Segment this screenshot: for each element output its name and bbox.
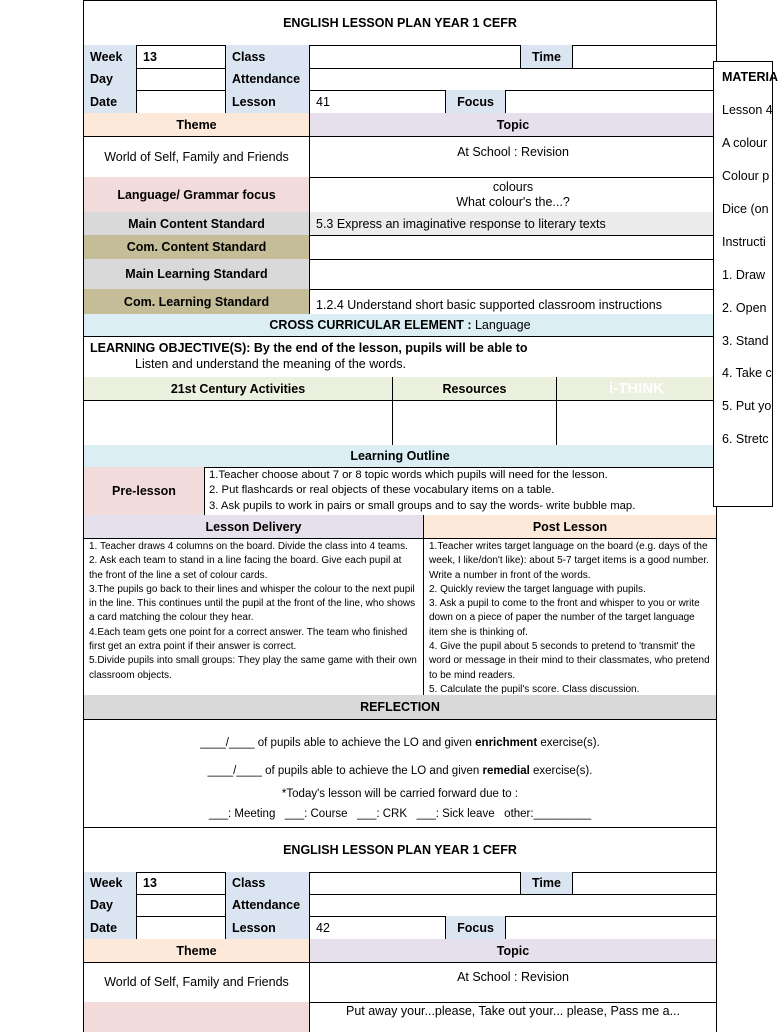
post-step: 3. Ask a pupil to come to the front and whisper to you or write down on a piece of paper the number of the target language item she is thinking of. (429, 598, 700, 638)
cross-value: Language (474, 318, 531, 332)
class-value[interactable] (310, 872, 521, 894)
lesson-label: Lesson (226, 90, 310, 113)
week-value[interactable]: 13 (137, 45, 226, 68)
plan1-row-com-content (83, 235, 717, 260)
cross-label: CROSS CURRICULAR ELEMENT : (269, 318, 475, 332)
side-line: 3. Stand (722, 334, 769, 348)
delivery-label: Lesson Delivery (84, 515, 424, 538)
theme-label: Theme (84, 939, 310, 962)
post-step: 2. Quickly review the target language with pupils. (429, 583, 646, 595)
main-learning-label: Main Learning Standard (84, 259, 310, 289)
plan2-row-date (83, 916, 717, 940)
attendance-label: Attendance (226, 68, 310, 90)
focus-value[interactable] (506, 916, 716, 939)
com-content-value (310, 235, 716, 259)
plan1-row-date (83, 90, 717, 114)
post-steps (424, 538, 716, 695)
com-learning-value: 1.2.4 Understand short basic supported classroom instructions (316, 298, 663, 312)
plan1-row-reflection (83, 719, 717, 828)
plan2-row-week (83, 872, 717, 895)
reflection-text: exercise(s). (537, 737, 600, 749)
side-line: Instructi (722, 235, 766, 249)
reflection-text: exercise(s). (529, 765, 593, 777)
side-line: 6. Stretc (722, 432, 769, 446)
plan2-row-day (83, 894, 717, 917)
main-content-value: 5.3 Express an imaginative response to literary texts (310, 212, 716, 235)
focus-value[interactable] (506, 90, 716, 113)
grammar-value (310, 177, 716, 212)
plan1-row-delivery (83, 538, 717, 696)
attendance-label: Attendance (226, 894, 310, 916)
lo-text: Listen and understand the meaning of the words. (135, 357, 407, 371)
plan1-row-main-content (83, 212, 717, 236)
reflection-carried-forward: *Today's lesson will be carried forward due to : (281, 788, 519, 800)
post-label: Post Lesson (424, 515, 716, 538)
side-line: 2. Open (722, 301, 767, 315)
plan1-row-theme-header (83, 113, 717, 137)
resources-value (393, 400, 557, 445)
grammar-label (84, 1002, 310, 1032)
delivery-step: 2. Ask each team to stand in a line facing the board. Give each pupil at the front of the line a set of colour cards. (89, 555, 402, 581)
plan1-row-activities-header (83, 377, 717, 401)
time-value[interactable] (573, 872, 716, 894)
day-label: Day (84, 68, 137, 90)
topic-label: Topic (310, 939, 716, 962)
plan1-row-activities (83, 400, 717, 446)
learning-outline-header: Learning Outline (83, 445, 717, 468)
plan1-row-delivery-header (83, 515, 717, 539)
reflection-bold: remedial (482, 765, 530, 777)
prelesson-steps (205, 467, 716, 515)
week-label: Week (84, 872, 137, 894)
side-line: Lesson 4 (722, 103, 773, 117)
grammar-value: Put away your...please, Take out your... please, Pass me a... (346, 1004, 680, 1018)
plan1-row-objectives (83, 336, 717, 378)
class-label: Class (226, 45, 310, 68)
topic-label: Topic (310, 113, 716, 136)
plan1-row-com-learning (83, 289, 717, 315)
class-label: Class (226, 872, 310, 894)
side-line: 1. Draw (722, 268, 766, 282)
grammar-line-2: What colour's the...? (456, 194, 570, 209)
activities-label: 21st Century Activities (84, 377, 393, 400)
lesson-value[interactable]: 42 (310, 916, 446, 939)
class-value[interactable] (310, 45, 521, 68)
com-learning-label: Com. Learning Standard (84, 289, 310, 314)
date-value[interactable] (137, 90, 226, 113)
grammar-line-1: colours (492, 179, 534, 194)
time-value[interactable] (573, 45, 716, 68)
week-label: Week (84, 45, 137, 68)
delivery-steps (84, 538, 424, 695)
plan1-row-theme (83, 136, 717, 178)
plan1-row-grammar (83, 177, 717, 213)
attendance-value[interactable] (310, 894, 716, 916)
focus-label: Focus (446, 90, 506, 113)
prelesson-step: 2. Put flashcards or real objects of these vocabulary items on a table. (209, 484, 555, 497)
theme-label: Theme (84, 113, 310, 136)
post-step: 1.Teacher writes target language on the board (e.g. days of the week, I like/don't like): about 5-7 target items is a good number. Write a number in front of the words. (429, 541, 709, 581)
time-label: Time (521, 45, 573, 68)
theme-value: World of Self, Family and Friends (84, 962, 310, 1002)
reflection-enrichment (84, 737, 716, 749)
lesson-label: Lesson (226, 916, 310, 939)
day-label: Day (84, 894, 137, 916)
plan2-title: ENGLISH LESSON PLAN YEAR 1 CEFR (83, 827, 717, 873)
plan2-row-grammar (83, 1002, 717, 1032)
week-value[interactable]: 13 (137, 872, 226, 894)
itink-value (557, 400, 716, 445)
side-line: 4. Take c (722, 366, 772, 380)
plan1-title: ENGLISH LESSON PLAN YEAR 1 CEFR (83, 0, 717, 46)
plan1-row-main-learning (83, 259, 717, 290)
com-content-label: Com. Content Standard (84, 235, 310, 259)
date-value[interactable] (137, 916, 226, 939)
side-line: 5. Put yo (722, 399, 772, 413)
focus-label: Focus (446, 916, 506, 939)
reflection-text: ____/____ of pupils able to achieve the LO and given (207, 765, 483, 777)
plan2-row-theme-header (83, 939, 717, 963)
date-label: Date (84, 916, 137, 939)
delivery-step: 4.Each team gets one point for a correct answer. The team who finished first get an extra point if their answer is correct. (89, 626, 408, 653)
reflection-bold: enrichment (475, 737, 538, 749)
side-line: A colour (722, 136, 768, 150)
delivery-step: 1. Teacher draws 4 columns on the board. Divide the class into 4 teams. (89, 541, 408, 552)
post-step: 4. Give the pupil about 5 seconds to pretend to 'transmit' the word or message in their mind to their classmates, who pretend to be mind readers. (429, 641, 710, 681)
plan1-row-cross (83, 314, 717, 337)
reflection-remedial (84, 765, 716, 777)
side-line: MATERIA (722, 70, 778, 84)
date-label: Date (84, 90, 137, 113)
prelesson-step: 3. Ask pupils to work in pairs or small groups and to say the words- write bubble map. (209, 499, 636, 512)
post-step: 5. Calculate the pupil's score. Class discussion. (429, 683, 640, 695)
plan1-row-day (83, 68, 717, 91)
resources-label: Resources (393, 377, 557, 400)
prelesson-step: 1.Teacher choose about 7 or 8 topic words which pupils will need for the lesson. (209, 468, 608, 481)
side-line: Colour p (722, 169, 770, 183)
plan2-row-theme (83, 962, 717, 1003)
topic-value: At School : Revision (457, 145, 569, 159)
main-learning-value (310, 259, 716, 289)
prelesson-label: Pre-lesson (84, 467, 205, 515)
itink-label: i-THINK (609, 380, 664, 397)
day-value[interactable] (137, 68, 226, 90)
main-content-label: Main Content Standard (84, 212, 310, 235)
activities-value (84, 400, 393, 445)
lesson-plan-page (83, 0, 717, 1024)
materials-side-panel (713, 61, 778, 507)
side-line: Dice (on (722, 202, 769, 216)
plan1-row-week (83, 45, 717, 69)
reflection-reasons: ___: Meeting ___: Course ___: CRK ___: Sick leave other:_________ (208, 808, 592, 820)
reflection-text: ____/____ of pupils able to achieve the LO and given (200, 737, 476, 749)
delivery-step: 5.Divide pupils into small groups: They play the same game with their own classroom objects. (89, 655, 417, 681)
grammar-label: Language/ Grammar focus (84, 177, 310, 212)
reflection-header: REFLECTION (83, 695, 717, 720)
day-value[interactable] (137, 894, 226, 916)
delivery-step: 3.The pupils go back to their lines and whisper the colour to the next pupil in the line. This continues until the pupil at the front of the line, who shows a card matching the colour they hear. (89, 583, 416, 624)
lesson-value[interactable]: 41 (310, 90, 446, 113)
theme-value: World of Self, Family and Friends (84, 136, 310, 177)
lo-label: LEARNING OBJECTIVE(S): By the end of the lesson, pupils will be able to (90, 341, 528, 355)
topic-value: At School : Revision (457, 970, 569, 984)
attendance-value[interactable] (310, 68, 716, 90)
time-label: Time (521, 872, 573, 894)
plan1-row-prelesson (83, 467, 717, 516)
